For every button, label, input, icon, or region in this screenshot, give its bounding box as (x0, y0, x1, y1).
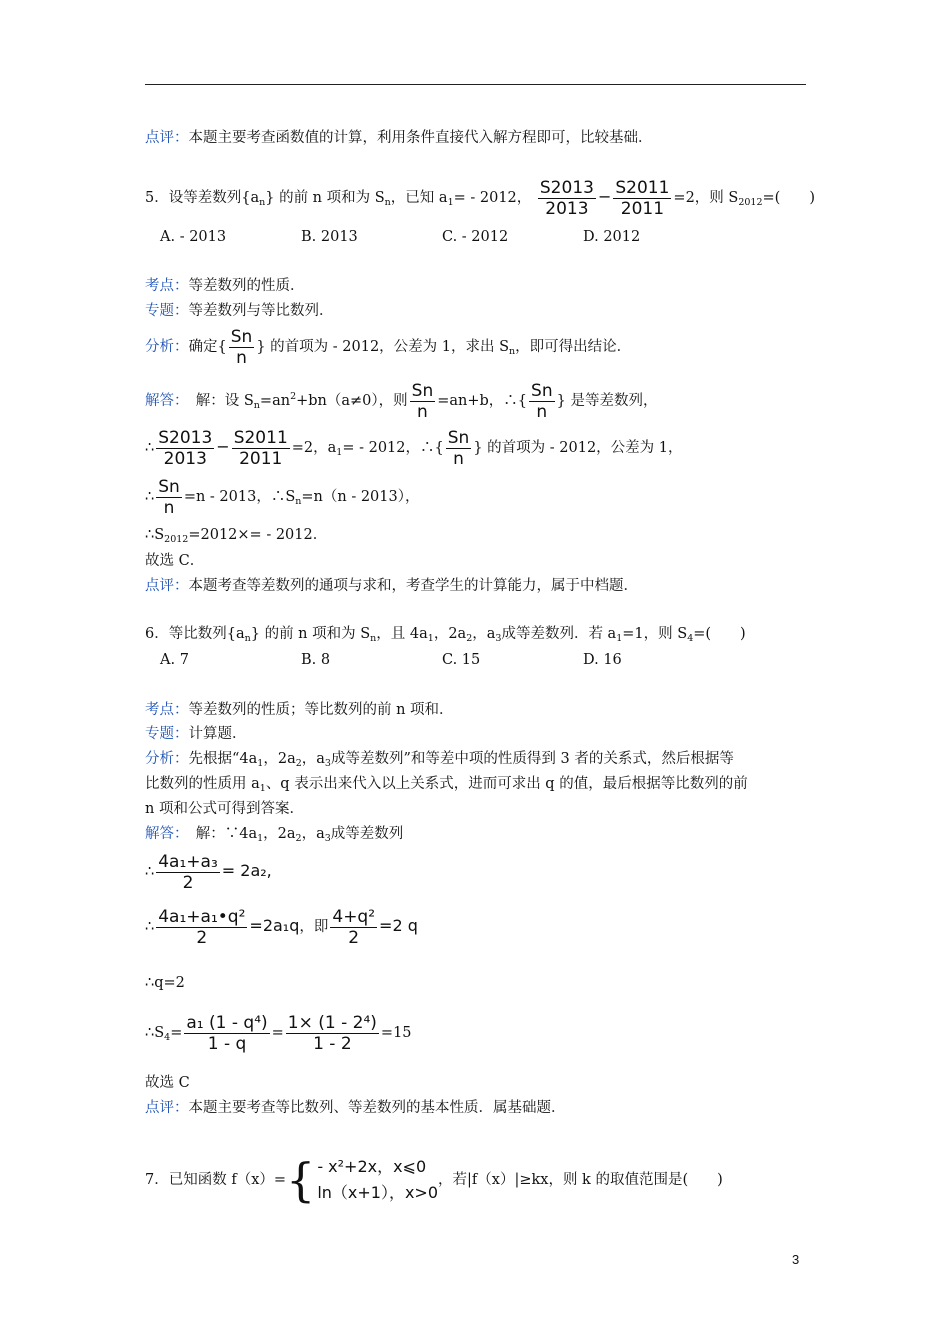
q5-fenxi: 分析：确定{ $\frac{Sn}{n}$ } 的首项为 - 2012，公差为 1，求出 $S_n$，即可得出结论． (145, 326, 632, 368)
fraction-s2011: $\frac{S2011}{2011}$ (615, 177, 670, 219)
q6-zhuanti: 专题：计算题． (145, 726, 247, 742)
option-b: B. 8 (301, 652, 331, 668)
q6-stem: 6．等比数列$\{a_n\}$ 的前 n 项和为 $S_n$，且 $4a_1$，$2a_2$，$a_3$成等差数列．若 $a_1=1$，则 $S_4=$( ) (145, 626, 746, 644)
q5-options (160, 227, 724, 247)
q5-step4: $\therefore S_{2012}=2012\times= - 2012$． (145, 527, 328, 545)
option-a: A. 7 (160, 652, 189, 668)
q6-eq2: ∴ $\frac{\text{4a₁+a₁•q²}}{2}$ =2a₁q，即 $\frac{\text{4+q²}}{2}$ =2 q (145, 906, 418, 948)
q4-review: 点评：本题主要考查函数值的计算，利用条件直接代入解方程即可，比较基础． (145, 130, 653, 146)
q6-fenxi-1: 分析：先根据“$4a_1$，$2a_2$，$a_3$成等差数列”和等差中项的性质得到 3 者的关系式，然后根据等 (145, 751, 734, 769)
fraction-sn-n: $\frac{Sn}{n}$ (230, 326, 253, 368)
q6-eq4: $\therefore S_4=$ $\frac{\text{a₁ (1 - q⁴)}}{1 - q}$ = $\frac{\text{1× (1 - 2⁴)}}{1 - 2}$ =15 (145, 1012, 412, 1054)
q7-stem: 7．已知函数 f（x）={ - x²+2x，x⩽0 ln（x+1），x>0 ，若|f（x）|≥kx，则 k 的取值范围是( ) (145, 1153, 723, 1207)
q5-step2: ∴ $\frac{S2013}{2013}$ − $\frac{S2011}{2011}$ =2，$a_1= - 2012$，∴{ $\frac{Sn}{n}$ } 的首项为 - 2012，公差为 1， (145, 427, 683, 469)
option-d: D. 16 (583, 652, 622, 668)
fraction-s2013: $\frac{S2013}{2013}$ (539, 177, 594, 219)
q6-options (160, 650, 724, 670)
brace: { (286, 1153, 316, 1207)
q6-review: 点评：本题主要考查等比数列、等差数列的基本性质．属基础题． (145, 1100, 566, 1116)
q6-eq1: ∴ $\frac{\text{4a₁+a₃}}{2}$ = 2a₂, (145, 851, 272, 893)
option-a: A. - 2013 (160, 229, 227, 245)
q5-stem: 5．设等差数列$\{a_n\}$ 的前 n 项和为 $S_n$，已知 $a_1= - 2012$， $\frac{S2013}{2013}$ − $\frac{S2011}{2011}$ =2，则 $S_{2012}=$( ) (145, 177, 815, 219)
q6-eq3: ∴q=2 (145, 975, 185, 991)
q6-fenxi-3: n 项和公式可得到答案． (145, 801, 304, 817)
option-c: C. - 2012 (442, 229, 509, 245)
top-rule (145, 84, 806, 85)
q6-kaodian: 考点：等差数列的性质；等比数列的前 n 项和． (145, 702, 454, 718)
q5-step3: ∴ $\frac{Sn}{n}$ =n - 2013，$\therefore S_n=n(n - 2013)$， (145, 476, 420, 518)
q5-zhuanti: 专题：等差数列与等比数列． (145, 303, 334, 319)
q5-choose: 故选 C． (145, 553, 205, 569)
piecewise-cases: - x²+2x，x⩽0 ln（x+1），x>0 (317, 1157, 439, 1202)
q5-review: 点评：本题考查等差数列的通项与求和，考查学生的计算能力，属于中档题． (145, 578, 638, 594)
page-number: 3 (792, 1252, 800, 1267)
q6-jieda: 解答： 解：$\because 4a_1$，$2a_2$，$a_3$成等差数列 (145, 826, 404, 844)
q6-fenxi-2: 比数列的性质用 $a_1$、q 表示出来代入以上关系式，进而可求出 q 的值，最后根据等比数列的前 (145, 776, 748, 794)
option-b: B. 2013 (301, 229, 358, 245)
q5-jieda: 解答： 解：设 $S_n=an^2+bn(a\ne 0)$，则 $\frac{Sn}{n}$ =an+b，∴{ $\frac{Sn}{n}$ } 是等差数列， (145, 380, 658, 422)
option-c: C. 15 (442, 652, 481, 668)
q5-kaodian: 考点：等差数列的性质． (145, 278, 305, 294)
option-d: D. 2012 (583, 229, 641, 245)
q6-choose: 故选 C (145, 1075, 190, 1091)
review-label: 点评： (145, 130, 189, 146)
